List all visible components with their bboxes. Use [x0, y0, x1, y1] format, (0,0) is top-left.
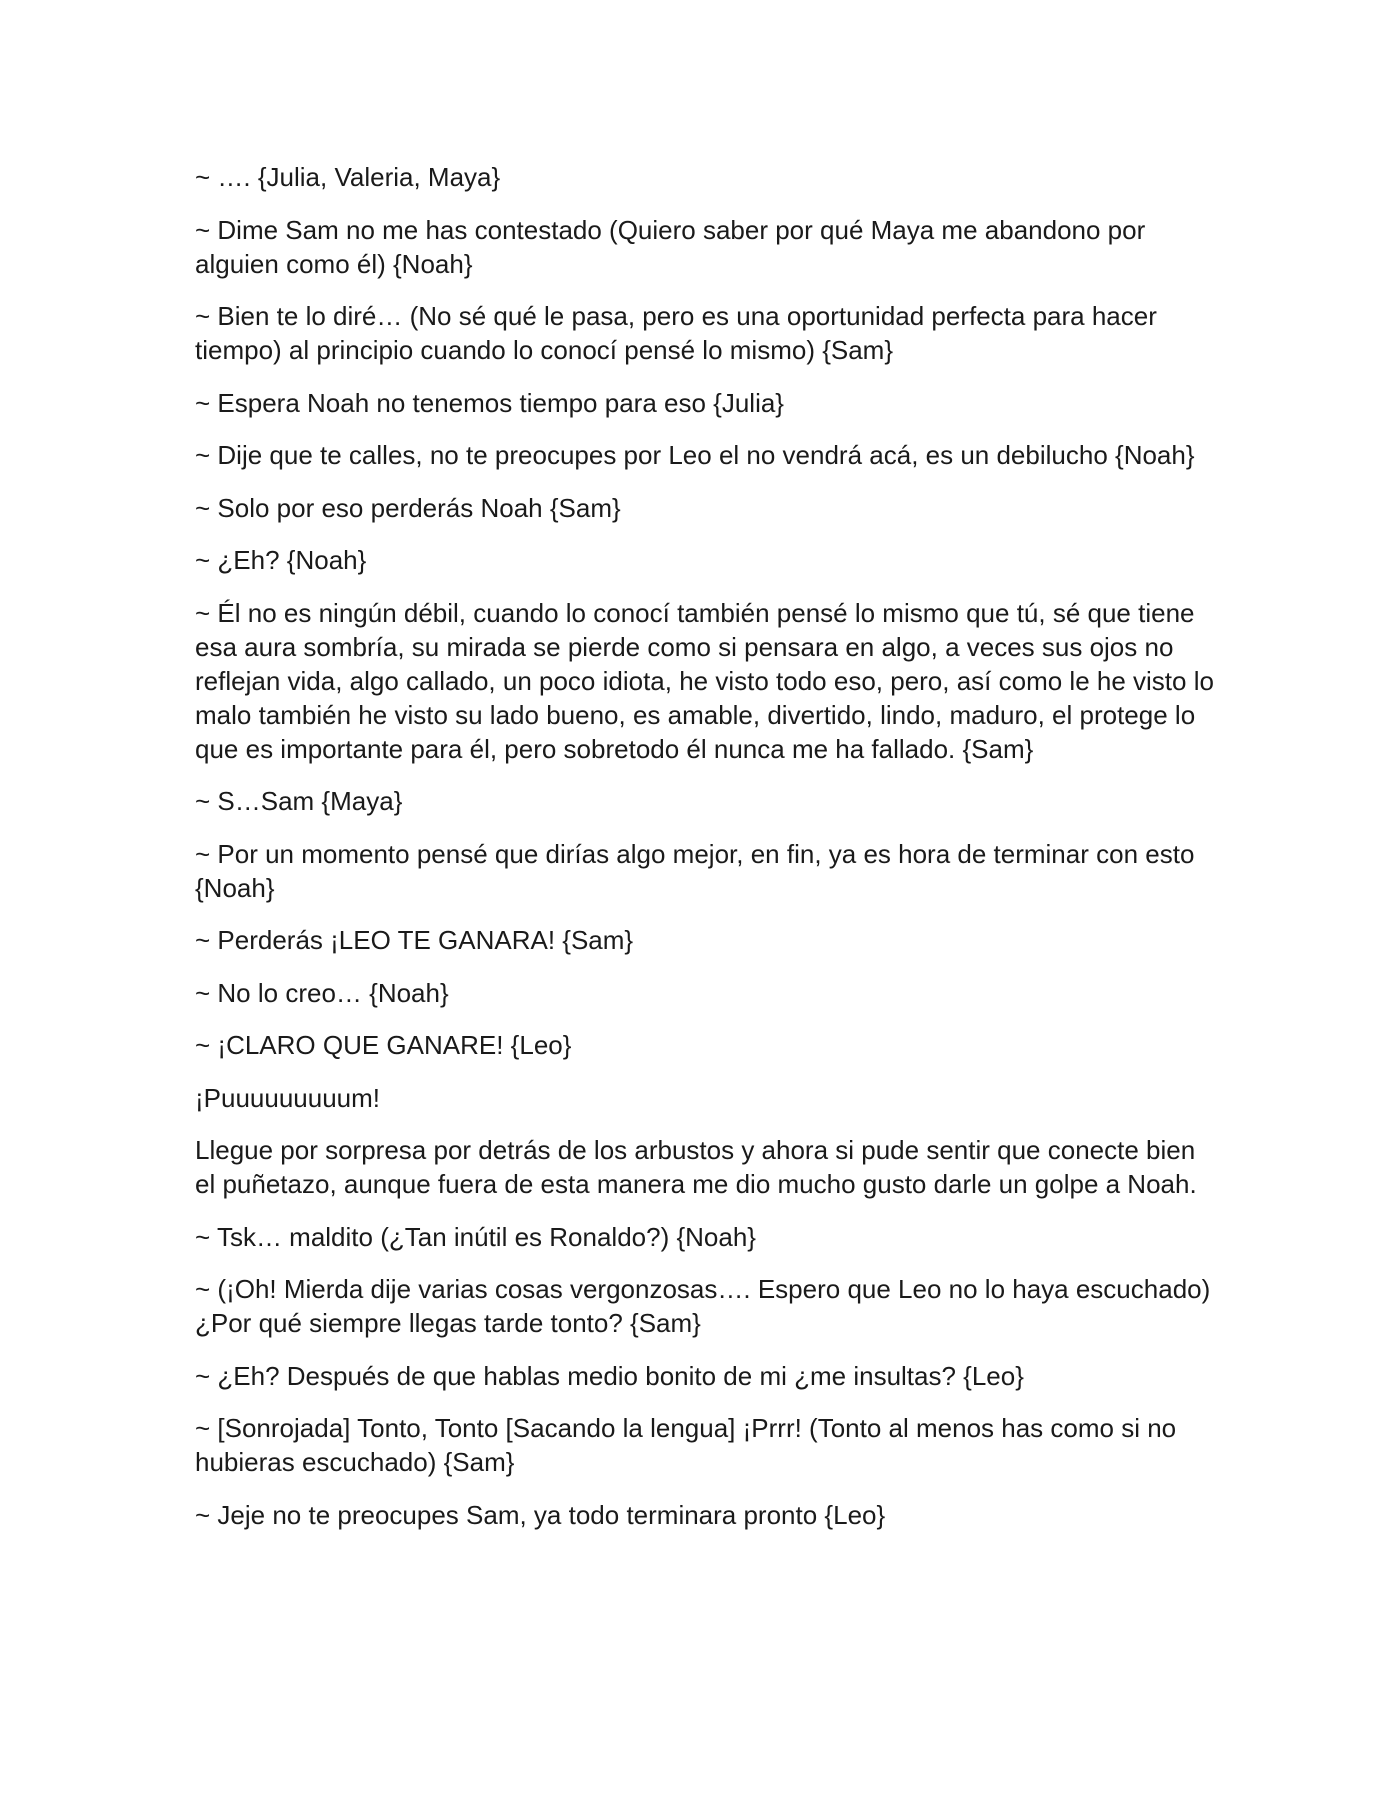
- paragraph: ~ Jeje no te preocupes Sam, ya todo terminara pronto {Leo}: [195, 1499, 886, 1530]
- paragraph: Llegue por sorpresa por detrás de los arbustos y ahora si pude sentir que conecte bien el puñetazo, aunque fuera de esta manera me dio mucho gusto darle un golpe a Noah.: [195, 1135, 1197, 1199]
- paragraph: ~ Dije que te calles, no te preocupes por Leo el no vendrá acá, es un debilucho {Noah}: [195, 440, 1195, 470]
- paragraph: ~ Solo por eso perderás Noah {Sam}: [195, 492, 621, 523]
- paragraph: ~ Perderás ¡LEO TE GANARA! {Sam}: [195, 925, 634, 955]
- document-body: [195, 160, 1215, 1550]
- paragraph: ~ (¡Oh! Mierda dije varias cosas vergonzosas…. Espero que Leo no lo haya escuchado) ¿Por qué siempre llegas tarde tonto? {Sam}: [195, 1274, 1211, 1338]
- paragraph: ~ Espera Noah no tenemos tiempo para eso {Julia}: [195, 387, 784, 418]
- paragraph: ~ Bien te lo diré… (No sé qué le pasa, pero es una oportunidad perfecta para hacer tiempo) al principio cuando lo conocí pensé lo mismo) {Sam}: [195, 301, 1157, 365]
- paragraph: ¡Puuuuuuuuum!: [195, 1082, 381, 1113]
- paragraph: ~ Dime Sam no me has contestado (Quiero saber por qué Maya me abandono por alguien como él) {Noah}: [195, 214, 1146, 279]
- paragraph: ~ Por un momento pensé que dirías algo mejor, en fin, ya es hora de terminar con esto {Noah}: [195, 838, 1195, 903]
- paragraph: ~ No lo creo… {Noah}: [195, 977, 449, 1008]
- paragraph: ~ S…Sam {Maya}: [195, 786, 403, 816]
- paragraph: ~ ¿Eh? Después de que hablas medio bonito de mi ¿me insultas? {Leo}: [195, 1360, 1024, 1391]
- paragraph: ~ Tsk… maldito (¿Tan inútil es Ronaldo?) {Noah}: [195, 1221, 756, 1252]
- paragraph: ~ ¿Eh? {Noah}: [195, 545, 367, 575]
- paragraph: ~ [Sonrojada] Tonto, Tonto [Sacando la lengua] ¡Prrr! (Tonto al menos has como si no hubieras escuchado) {Sam}: [195, 1413, 1177, 1477]
- paragraph: ~ ¡CLARO QUE GANARE! {Leo}: [195, 1030, 572, 1060]
- paragraph: ~ …. {Julia, Valeria, Maya}: [195, 162, 501, 192]
- paragraph: ~ Él no es ningún débil, cuando lo conocí también pensé lo mismo que tú, sé que tiene esa aura sombría, su mirada se pierde como si pensara en algo, a veces sus ojos no reflejan vida, algo callado, un poco idiota, he visto todo eso, pero, así como le he visto lo malo también he visto su lado bueno, es amable, divertido, lindo, maduro, el protege lo que es importante para él, pero sobretodo él nunca me ha fallado. {Sam}: [195, 597, 1214, 764]
